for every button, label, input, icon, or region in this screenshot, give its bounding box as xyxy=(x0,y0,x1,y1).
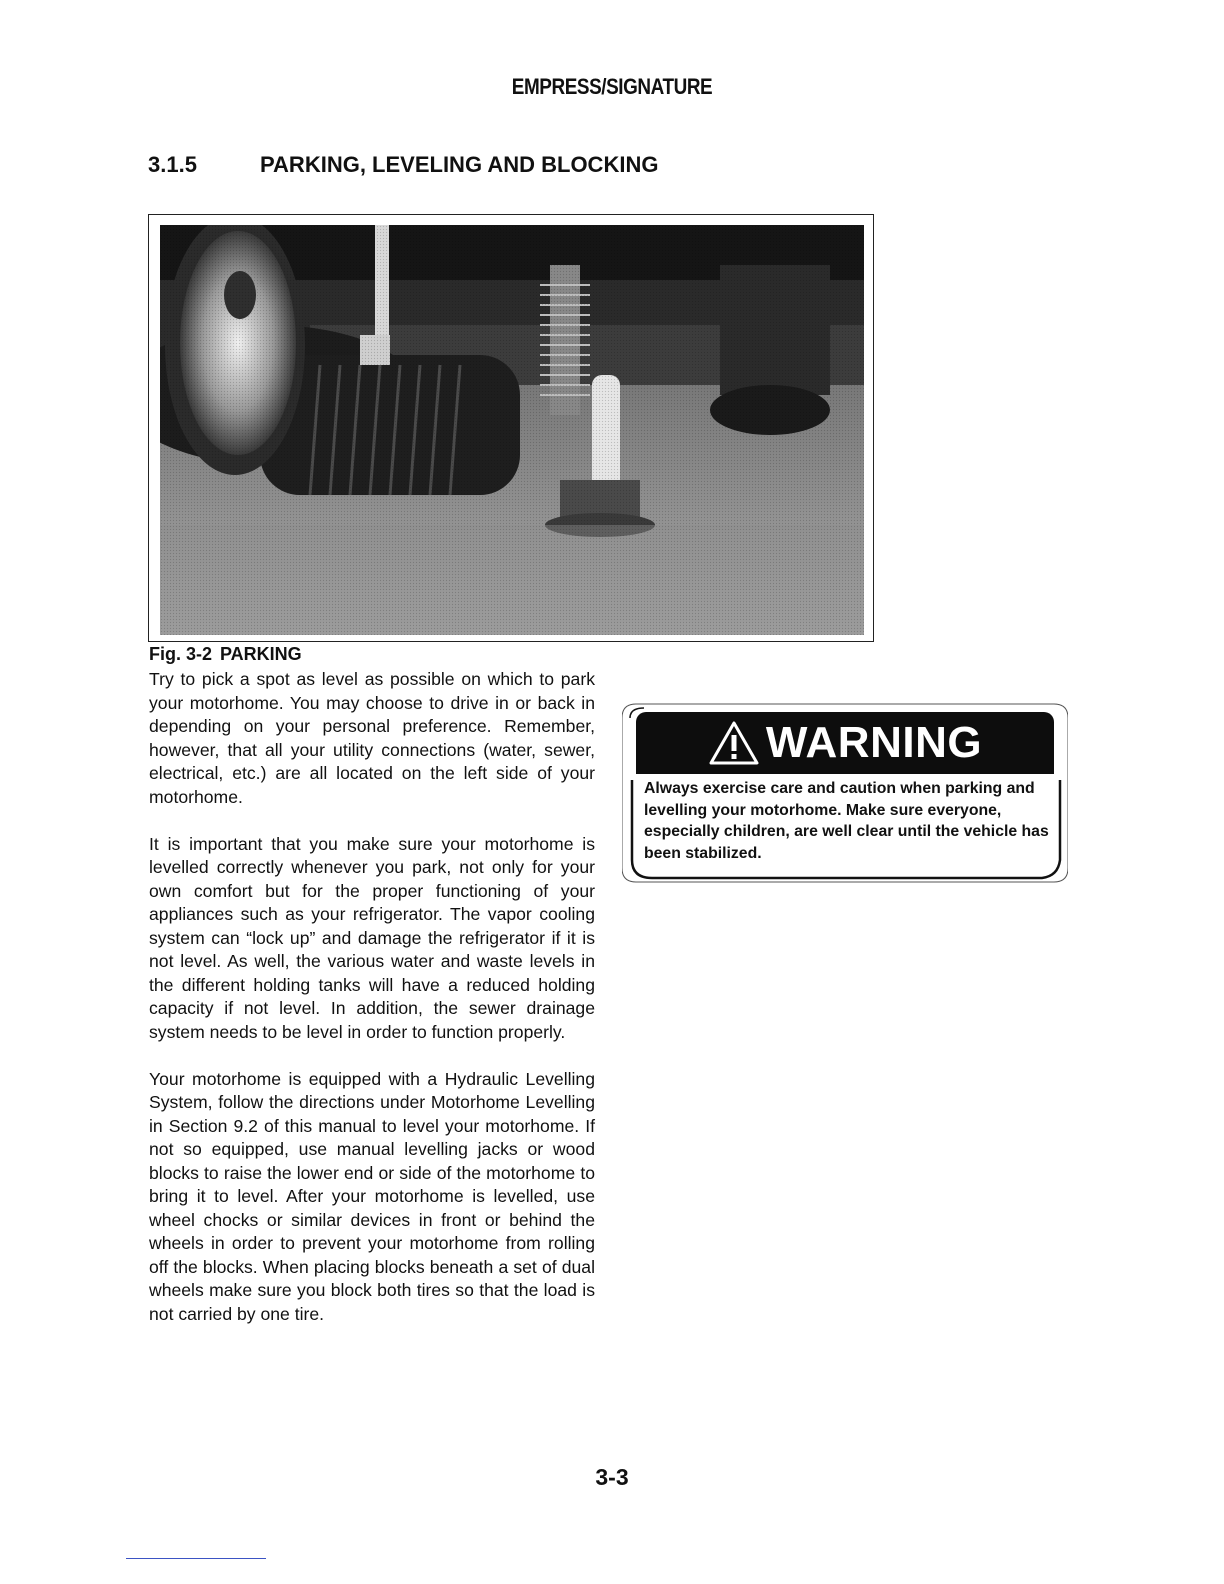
parking-photo xyxy=(160,225,864,635)
running-header: EMPRESS/SIGNATURE xyxy=(511,74,713,99)
section-title: PARKING, LEVELING AND BLOCKING xyxy=(260,152,659,177)
parking-photo-illustration xyxy=(160,225,864,635)
warning-box xyxy=(622,700,1068,884)
footnote-rule xyxy=(126,1558,266,1559)
body-text xyxy=(149,668,595,1350)
section-heading xyxy=(148,152,658,178)
figure-title: PARKING xyxy=(220,644,302,664)
page-number: 3-3 xyxy=(595,1464,629,1490)
paragraph: Your motorhome is equipped with a Hydraulic Levelling System, follow the directions under Motorhome Levelling in Section 9.2 of this manual to level your motorhome. If not so equipped, use manual levelling jacks or wood blocks to raise the lower end or side of the motorhome to bring it to level. After your motorhome is levelled, use wheel chocks or similar devices in front or behind the wheels in order to prevent your motorhome from rolling off the blocks. When placing blocks beneath a set of dual wheels make sure you block both tires so that the load is not carried by one tire. xyxy=(149,1068,595,1324)
warning-text: Always exercise care and caution when parking and levelling your motorhome. Make sure everyone, especially children, are well clear until the vehicle has been stabilized. xyxy=(644,780,1049,862)
warning-banner xyxy=(636,712,1054,774)
warning-triangle-icon xyxy=(708,720,760,766)
paragraph: Try to pick a spot as level as possible on which to park your motorhome. You may choose to drive in or back in depending on your personal preference. Remember, however, that all your utility connections (water, sewer, electrical, etc.) are all located on the left side of your motorhome. xyxy=(149,669,595,807)
figure-caption xyxy=(149,644,302,665)
figure-label: Fig. 3-2 xyxy=(149,644,213,664)
section-number: 3.1.5 xyxy=(148,152,197,177)
paragraph: It is important that you make sure your motorhome is levelled correctly whenever you park, not only for your own comfort but for the proper functioning of your appliances such as your refrigerator. The vapor cooling system can “lock up” and damage the refrigerator if it is not level. As well, the various water and waste levels in the different holding tanks will have a reduced holding capacity if not level. In addition, the sewer drainage system needs to be level in order to function properly. xyxy=(149,833,595,1042)
warning-title: WARNING xyxy=(765,718,983,767)
